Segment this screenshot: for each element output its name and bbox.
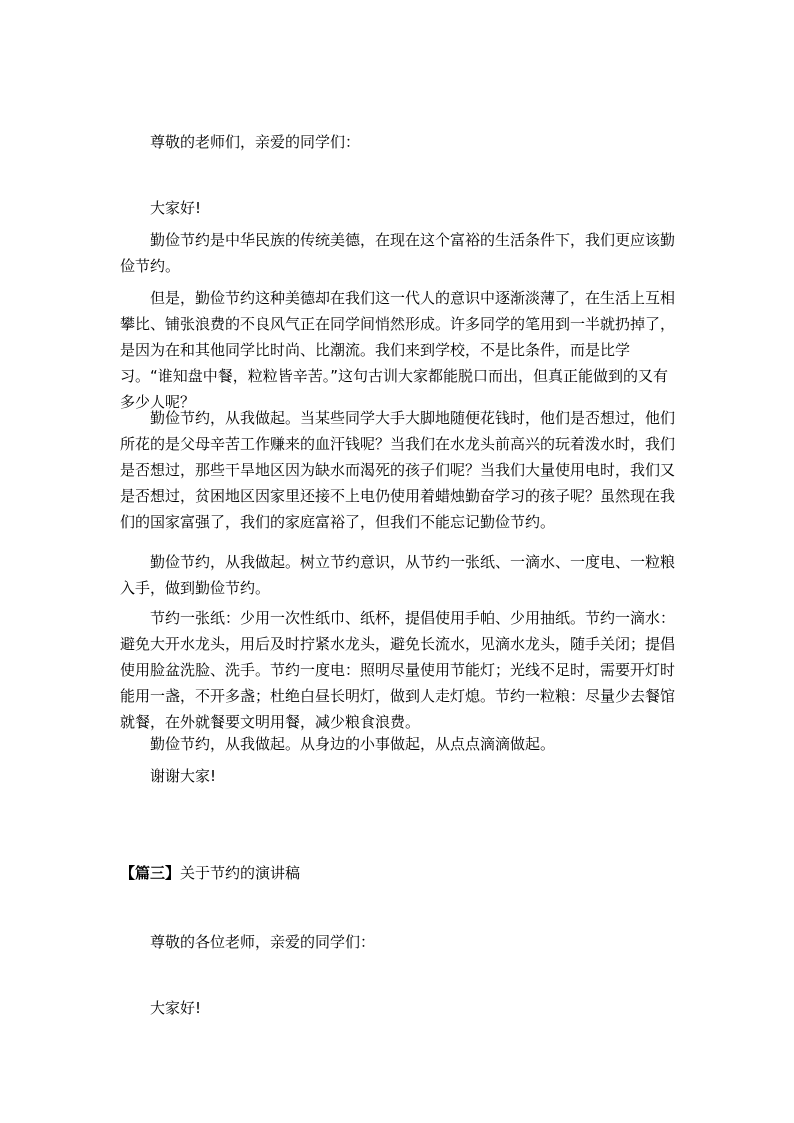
section-label: 篇三: [135, 864, 166, 882]
paragraph-5: 节约一张纸：少用一次性纸巾、纸杯，提倡使用手帕、少用抽纸。节约一滴水：避免大开水龙头，用后及时拧紧水龙头，避免长流水，见滴水龙头，随手关闭；提倡使用脸盆洗脸、洗手。节约一度电：照明尽量使用节能灯；光线不足时，需要开灯时能用一盏，不开多盏；杜绝白昼长明灯，做到人走灯熄。节约一粒粮：尽量少去餐馆就餐，在外就餐要文明用餐，减少粮食浪费。: [120, 609, 676, 731]
paragraph-4: 勤俭节约，从我做起。树立节约意识，从节约一张纸、一滴水、一度电、一粒粮入手，做到勤俭节约。: [120, 553, 676, 597]
section-salutation: 尊敬的各位老师，亲爱的同学们：: [150, 933, 376, 951]
paragraph-6: 勤俭节约，从我做起。从身边的小事做起，从点点滴滴做起。: [150, 735, 556, 753]
section-title: 关于节约的演讲稿: [180, 864, 301, 882]
paragraph-2: 但是，勤俭节约这种美德却在我们这一代人的意识中逐渐淡薄了，在生活上互相攀比、铺张浪费的不良风气正在同学间悄然形成。许多同学的笔用到一半就扔掉了，是因为在和其他同学比时尚、比潮流。我们来到学校，不是比条件，而是比学习。“谁知盘中餐，粒粒皆辛苦。”这句古训大家都能脱口而出，但真正能做到的又有多少人呢？: [120, 289, 676, 411]
section-greeting: 大家好!: [150, 999, 202, 1017]
section-heading: [120, 860, 300, 886]
paragraph-3: 勤俭节约，从我做起。当某些同学大手大脚地随便花钱时，他们是否想过，他们所花的是父母辛苦工作赚来的血汗钱呢？当我们在水龙头前高兴的玩着泼水时，我们是否想过，那些干旱地区因为缺水而渴死的孩子们呢？当我们大量使用电时，我们又是否想过，贫困地区因家里还接不上电仍使用着蜡烛勤奋学习的孩子呢？虽然现在我们的国家富强了，我们的家庭富裕了，但我们不能忘记勤俭节约。: [120, 409, 676, 531]
closing-thanks: 谢谢大家!: [150, 767, 217, 785]
paragraph-1: 勤俭节约是中华民族的传统美德，在现在这个富裕的生活条件下，我们更应该勤俭节约。: [120, 231, 676, 275]
salutation: 尊敬的老师们，亲爱的同学们：: [150, 133, 361, 151]
section-bracket-close: 】: [165, 864, 181, 882]
greeting: 大家好!: [150, 199, 202, 217]
section-bracket-open: 【: [120, 864, 136, 882]
